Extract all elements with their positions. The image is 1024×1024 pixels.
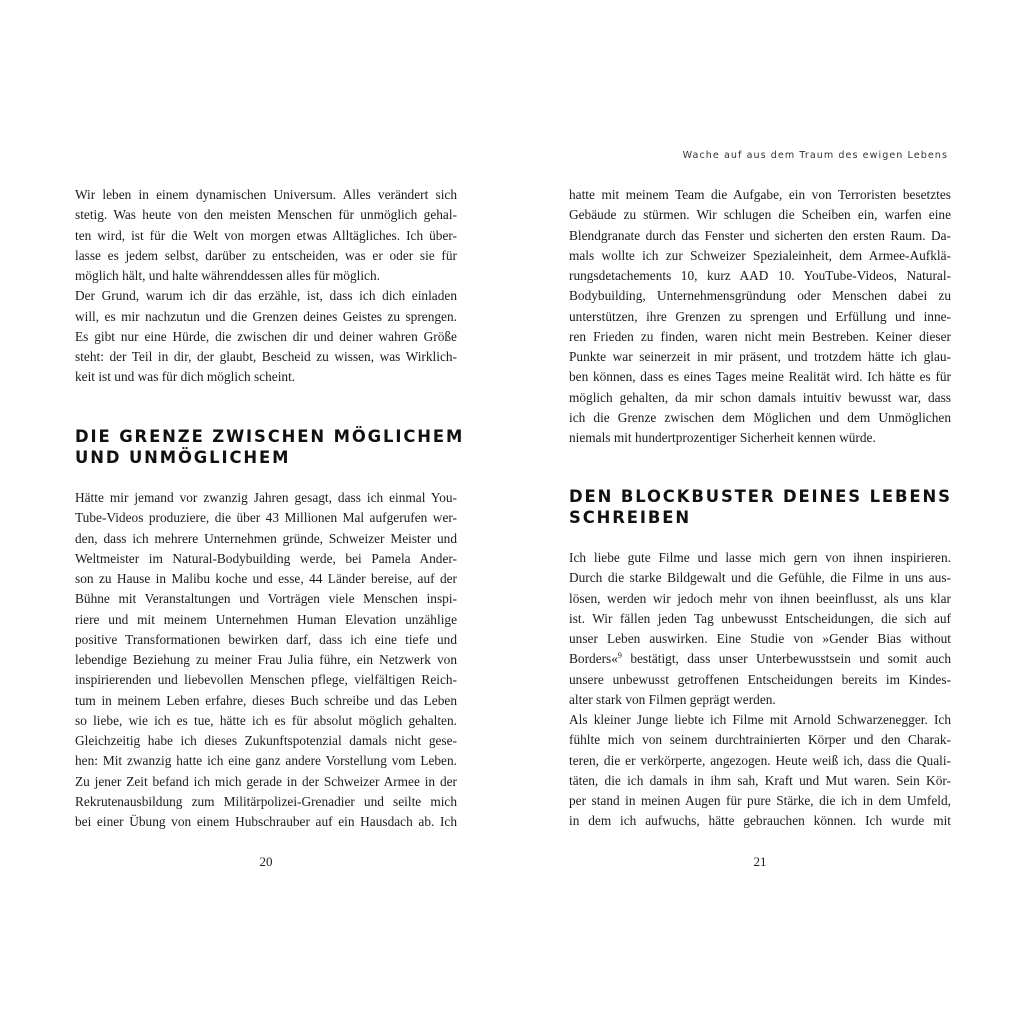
text-line: stetig. Was heute von den meisten Menschen für unmöglich gehal-	[75, 207, 457, 223]
text-line: mals wollte ich zur Schweizer Spezialeinheit, dem Armee-Aufklä-	[569, 247, 951, 263]
text-line: will, es mir nachzutun und die Grenzen deines Geistes zu sprengen.	[75, 308, 457, 324]
text-line: tum in meinem Leben erfahre, dieses Buch schreibe und das Leben	[75, 692, 457, 708]
text-line: rungsdetachements 10, kurz AAD 10. YouTube-Videos, Natural-	[569, 268, 951, 283]
right-page	[512, 0, 1024, 1024]
text-line: Weltmeister im Natural-Bodybuilding werde, bei Pamela Ander-	[75, 550, 457, 566]
text-line: ten wird, ist für die Welt von morgen etwas Alltägliches. Ich über-	[75, 227, 457, 243]
text-line: Bodybuilding, Unternehmensgründung oder Menschen dabei zu	[569, 288, 951, 304]
text-line: son zu Hause in Malibu koche und esse, 44 Länder bereise, auf der	[75, 571, 457, 586]
footnote-text-line	[569, 649, 951, 669]
heading-line: DEN BLOCKBUSTER DEINES LEBENS	[569, 487, 952, 506]
text-line: Bühne mit Veranstaltungen und Vorträgen viele Menschen inspi-	[75, 591, 457, 607]
text-line: Durch die starke Bildgewalt und die Gefühle, die Filme in uns aus-	[569, 570, 951, 586]
text-line: steht: der Teil in dir, der glaubt, Bescheid zu wissen, was Wirklich-	[75, 349, 457, 364]
text-line: Als kleiner Junge liebte ich Filme mit Arnold Schwarzenegger. Ich	[569, 712, 951, 727]
body-paragraph	[75, 488, 457, 832]
text-line: Wir leben in einem dynamischen Universum. Alles verändert sich	[75, 187, 457, 202]
heading-line: DIE GRENZE ZWISCHEN MÖGLICHEM	[75, 427, 465, 446]
text-line: hen: Mit zwanzig hatte ich eine ganz andere Vorstellung vom Leben.	[75, 753, 457, 769]
text-line: Hätte mir jemand vor zwanzig Jahren gesagt, dass ich einmal You-	[75, 490, 457, 505]
text-line: Der Grund, warum ich dir das erzähle, ist, dass ich dich einladen	[75, 288, 457, 304]
text-line: hatte mit meinem Team die Aufgabe, ein von Terroristen besetztes	[569, 187, 951, 202]
text-line: Gleichzeitig habe ich dieses Zukunftspotenzial damals nicht gese-	[75, 733, 457, 748]
running-head: Wache auf aus dem Traum des ewigen Lebens	[682, 150, 948, 161]
continued-paragraph	[569, 185, 951, 448]
body-paragraph	[569, 548, 951, 832]
text-line: inspirierenden und liebevollen Menschen pflege, vielfältigen Reich-	[75, 672, 457, 688]
text-line: ren Frieden zu finden, waren nicht mein Bestreben. Keiner dieser	[569, 328, 951, 344]
text-line: unsere unbewusst getroffenen Entscheidungen bereits im Kindes-	[569, 671, 951, 687]
text-line: bei einer Übung von einem Hubschrauber auf ein Hausdach ab. Ich	[75, 814, 457, 829]
text-segment: bestätigt, dass unser Unterbewusstsein und somit auch	[621, 651, 951, 667]
text-line: möglich gehalten, da mir schon damals intuitiv bewusst war, dass	[569, 389, 951, 405]
text-line: fühlte mich von seinem durchtrainierten Körper und den Charak-	[569, 732, 951, 748]
text-line: teren, die er verkörperte, angezogen. Heute weiß ich, dass die Quali-	[569, 752, 951, 768]
text-line: unterstützen, ihre Grenzen zu sprengen und Erfüllung und inne-	[569, 308, 951, 324]
text-line: Es gibt nur eine Hürde, die zwischen dir und deiner wahren Größe	[75, 328, 457, 344]
text-line: Punkte war seinerzeit in mir präsent, und trotzdem hätte ich glau-	[569, 349, 951, 364]
section-heading	[569, 486, 969, 528]
text-line: möglich hält, und halte währenddessen alles für möglich.	[75, 268, 380, 283]
heading-line: SCHREIBEN	[569, 508, 691, 527]
intro-paragraphs	[75, 185, 457, 388]
text-line: Zu jener Zeit befand ich mich gerade in der Schweizer Armee in der	[75, 773, 457, 789]
text-line: niemals mit hundertprozentiger Sicherheit kennen würde.	[569, 430, 876, 445]
text-line: alter stark von Filmen geprägt werden.	[569, 691, 776, 707]
heading-line: UND UNMÖGLICHEM	[75, 448, 291, 467]
text-line: so liebe, wie ich es tue, hätte ich es für absolut möglich gehalten.	[75, 712, 457, 728]
footnote-marker: 9	[617, 651, 622, 661]
text-line: lasse es jedem selbst, darüber zu entscheiden, was er oder sie für	[75, 247, 457, 263]
page-number: 21	[753, 854, 767, 869]
text-line: unser Leben auswirken. Eine Studie von »Gender Bias without	[569, 631, 951, 646]
text-line: Blendgranate durch das Fenster und sicherten den ersten Raum. Da-	[569, 227, 951, 243]
text-line: in dem ich aufwuchs, hätte gebrauchen können. Ich wurde mit	[569, 813, 951, 829]
text-line: positive Transformationen bewirken darf, dass ich eine tiefe und	[75, 631, 457, 647]
text-line: den, dass ich mehrere Unternehmen gründe, Schweizer Meister und	[75, 530, 457, 546]
page-number: 20	[259, 854, 273, 869]
text-line: lebendige Beziehung zu meiner Frau Julia führe, ein Netzwerk von	[75, 652, 457, 667]
text-line: lösen, werden wir jedoch mehr von ihnen beeinflusst, als uns klar	[569, 590, 951, 606]
section-heading	[75, 426, 475, 468]
text-line: ben können, dass es eines Tages meine Realität wird. Ich hätte es für	[569, 369, 951, 385]
text-line: Tube-Videos produziere, die über 43 Millionen Mal aufgerufen wer-	[75, 510, 457, 526]
text-segment: Borders«	[569, 651, 618, 667]
text-line: Rekrutenausbildung zum Militärpolizei-Grenadier und seilte mich	[75, 793, 457, 809]
text-line: Ich liebe gute Filme und lasse mich gern von ihnen inspirieren.	[569, 550, 951, 565]
text-line: per stand in meinen Augen für pure Stärke, die ich in dem Umfeld,	[569, 793, 951, 808]
text-line: täten, die ich damals in ihm sah, Kraft und Mut waren. Sein Kör-	[569, 772, 951, 788]
text-line: riere und mit meinem Unternehmen Human Elevation unzählige	[75, 611, 457, 627]
text-line: ist. Wir fällen jeden Tag unbewusst Entscheidungen, die sich auf	[569, 610, 951, 626]
text-line: keit ist und was für dich möglich scheint.	[75, 369, 296, 385]
text-line: ich die Grenze zwischen dem Möglichen und dem Unmöglichen	[569, 409, 951, 425]
text-line: Gebäude zu stürmen. Wir schlugen die Scheiben ein, warfen eine	[569, 207, 951, 223]
